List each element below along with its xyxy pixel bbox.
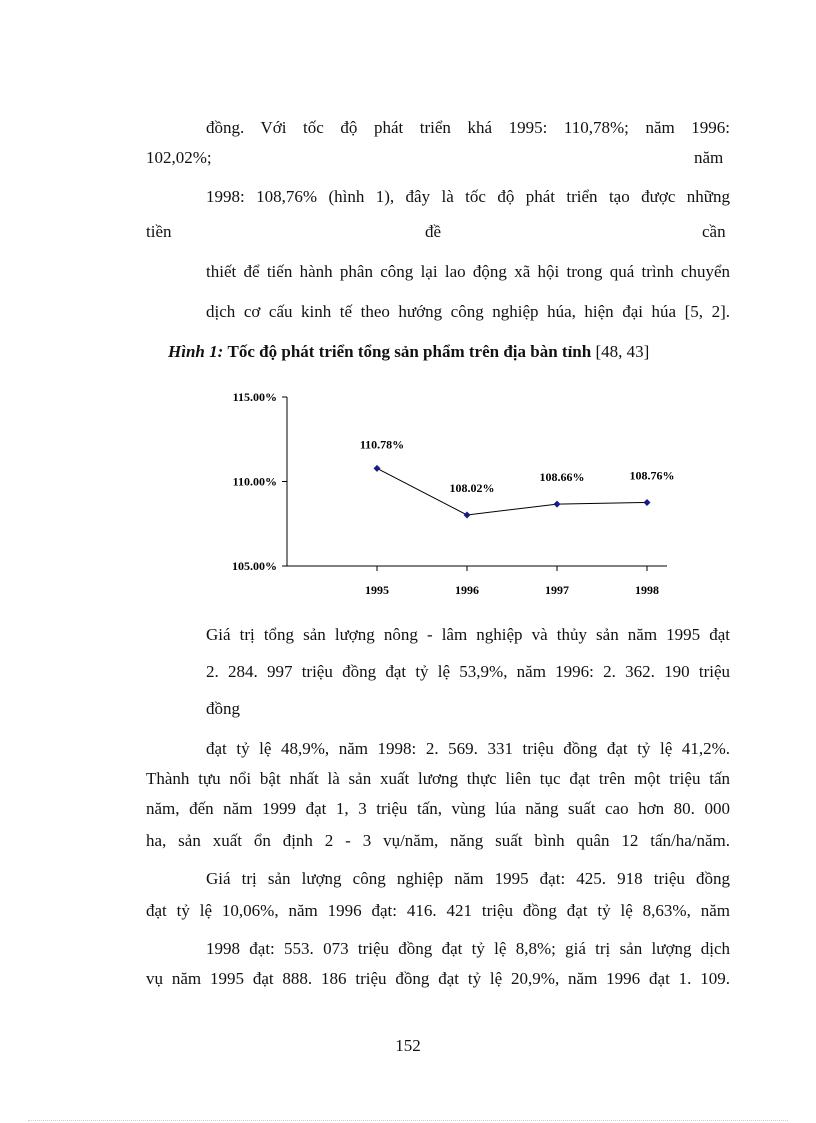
- body-text-line: đồng: [206, 699, 240, 718]
- figure-caption: [168, 342, 649, 362]
- data-label: 110.78%: [359, 437, 405, 452]
- data-point: [374, 465, 381, 472]
- y-tick-label: 105.00%: [232, 559, 277, 573]
- body-text-line: năm: [694, 148, 724, 167]
- data-point: [644, 499, 651, 506]
- body-text-line: 1998 đạt: 553. 073 triệu đồng đạt tỷ lệ 8,8%; giá trị sản lượng dịch: [206, 939, 730, 958]
- body-text-line: Thành tựu nổi bật nhất là sản xuất lương thực liên tục đạt trên một triệu tấn: [146, 769, 730, 788]
- y-tick-label: 115.00%: [232, 390, 277, 404]
- series-line: [377, 468, 647, 515]
- body-text-line: đạt tỷ lệ 10,06%, năm 1996 đạt: 416. 421 triệu đồng đạt tỷ lệ 8,63%, năm: [146, 901, 730, 920]
- body-text-line: tiền: [146, 222, 172, 241]
- data-label: 108.02%: [449, 480, 495, 495]
- line-chart: [180, 380, 680, 600]
- data-point: [554, 501, 561, 508]
- body-text-line: vụ năm 1995 đạt 888. 186 triệu đồng đạt tỷ lệ 20,9%, năm 1996 đạt 1. 109.: [146, 969, 730, 988]
- x-tick-label: 1998: [635, 583, 659, 597]
- figure-label: Hình 1:: [168, 342, 224, 361]
- figure-title: Tốc độ phát triển tổng sản phẩm trên địa bàn tỉnh: [227, 342, 592, 361]
- body-text-line: năm, đến năm 1999 đạt 1, 3 triệu tấn, vùng lúa năng suất cao hơn 80. 000: [146, 799, 730, 818]
- page-number: 152: [395, 1036, 421, 1055]
- data-label: 108.76%: [629, 468, 675, 483]
- body-text-line: 1998: 108,76% (hình 1), đây là tốc độ phát triển tạo được những: [206, 187, 730, 206]
- figure-source: [48, 43]: [595, 342, 650, 361]
- x-tick-label: 1995: [365, 583, 389, 597]
- body-text-line: 102,02%;: [146, 148, 212, 167]
- footer-divider: [28, 1120, 788, 1121]
- body-text-line: cần: [702, 222, 726, 241]
- data-label: 108.66%: [539, 470, 585, 485]
- body-text-line: 2. 284. 997 triệu đồng đạt tỷ lệ 53,9%, năm 1996: 2. 362. 190 triệu: [206, 662, 730, 681]
- body-text-line: Giá trị tổng sản lượng nông - lâm nghiệp và thủy sản năm 1995 đạt: [206, 625, 730, 644]
- body-text-line: Giá trị sản lượng công nghiệp năm 1995 đạt: 425. 918 triệu đồng: [206, 869, 730, 888]
- body-text-line: đề: [425, 222, 442, 241]
- body-text-line: đạt tỷ lệ 48,9%, năm 1998: 2. 569. 331 triệu đồng đạt tỷ lệ 41,2%.: [206, 739, 730, 758]
- y-tick-label: 110.00%: [232, 474, 277, 489]
- data-point: [464, 511, 471, 518]
- body-text-line: dịch cơ cấu kinh tế theo hướng công nghiệp húa, hiện đại húa [5, 2].: [206, 302, 730, 321]
- x-tick-label: 1996: [455, 583, 479, 597]
- body-text-line: ha, sản xuất ổn định 2 - 3 vụ/năm, năng suất bình quân 12 tấn/ha/năm.: [146, 831, 730, 850]
- body-text-line: đồng. Với tốc độ phát triển khá 1995: 110,78%; năm 1996:: [206, 118, 730, 137]
- body-text-line: thiết để tiến hành phân công lại lao động xã hội trong quá trình chuyển: [206, 262, 730, 281]
- x-tick-label: 1997: [545, 583, 569, 597]
